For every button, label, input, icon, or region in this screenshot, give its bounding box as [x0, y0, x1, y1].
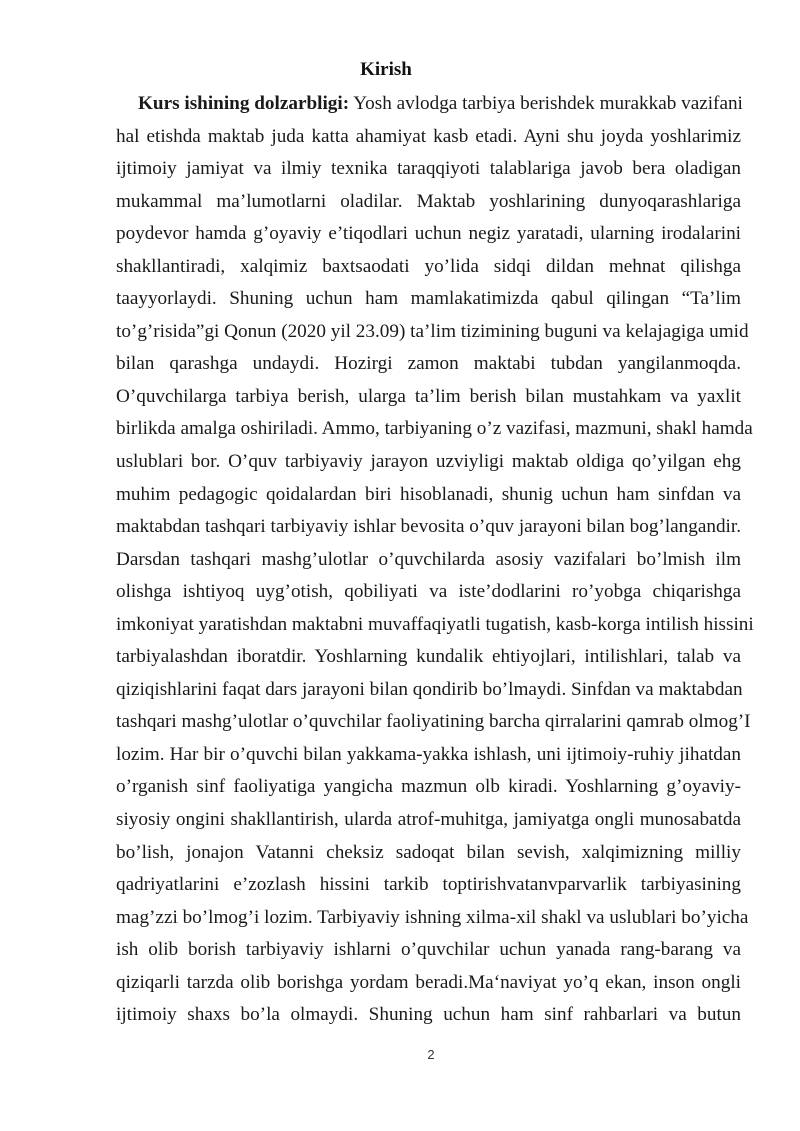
body-line: olishga ishtiyoq uyg’otish, qobiliyati va iste’dodlarini ro’yobga chiqarishga — [116, 581, 741, 603]
body-line: qadriyatlarini e’zozlash hissini tarkib toptirishvatanvparvarlik tarbiyasining — [116, 874, 741, 896]
page-number: 2 — [427, 1047, 435, 1062]
body-line: siyosiy ongini shakllantirish, ularda atrof-muhitga, jamiyatga ongli munosabatda — [116, 809, 741, 831]
body-line: birlikda amalga oshiriladi. Ammo, tarbiyaning o’z vazifasi, mazmuni, shakl hamda — [116, 418, 753, 440]
body-line: Darsdan tashqari mashg’ulotlar o’quvchilarda asosiy vazifalari bo’lmish ilm — [116, 548, 741, 570]
body-line: ijtimoiy jamiyat va ilmiy texnika taraqqiyoti talablariga javob bera oladigan — [116, 158, 741, 180]
body-line: taayyorlaydi. Shuning uchun ham mamlakatimizda qabul qilingan “Ta’lim — [116, 288, 741, 310]
body-line: ish olib borish tarbiyaviy ishlarni o’quvchilar uchun yanada rang-barang va — [116, 939, 741, 961]
body-line: ijtimoiy shaxs bo’la olmaydi. Shuning uchun ham sinf rahbarlari va butun — [116, 1004, 741, 1026]
body-line: mag’zzi bo’lmog’i lozim. Tarbiyaviy ishning xilma-xil shakl va uslublari bo’yicha — [116, 906, 749, 928]
body-line: maktabdan tashqari tarbiyaviy ishlar bevosita o’quv jarayoni bilan bog’langandir. — [116, 516, 742, 538]
section-title: Kirish — [360, 59, 412, 80]
body-line: muhim pedagogic qoidalardan biri hisoblanadi, shunig uchun ham sinfdan va — [116, 483, 741, 505]
body-line: poydevor hamda g’oyaviy e’tiqodlari uchun negiz yaratadi, ularning irodalarini — [116, 223, 741, 245]
body-line: bo’lish, jonajon Vatanni cheksiz sadoqat bilan sevish, xalqimizning milliy — [116, 841, 741, 863]
body-line: hal etishda maktab juda katta ahamiyat kasb etadi. Ayni shu joyda yoshlarimiz — [116, 125, 741, 147]
body-line: mukammal ma’lumotlarni oladilar. Maktab yoshlarining dunyoqarashlariga — [116, 190, 741, 212]
body-line: shakllantiradi, xalqimiz baxtsaodati yo’lida sidqi dildan mehnat qilishga — [116, 255, 741, 277]
paragraph-lead: Kurs ishining dolzarbligi: — [138, 93, 350, 114]
body-line: imkoniyat yaratishdan maktabni muvaffaqiyatli tugatish, kasb-korga intilish hissini — [116, 613, 754, 635]
body-line: qiziqishlarini faqat dars jarayoni bilan qondirib bo’lmaydi. Sinfdan va maktabdan — [116, 678, 743, 700]
body-line: uslublari bor. O’quv tarbiyaviy jarayon uzviyligi maktab oldiga qo’yilgan ehg — [116, 451, 741, 473]
body-line: O’quvchilarga tarbiya berish, ularga ta’lim berish bilan mustahkam va yaxlit — [116, 385, 741, 407]
body-line: qiziqarli tarzda olib borishga yordam beradi.Ma‘naviyat yo’q ekan, inson ongli — [116, 971, 741, 993]
body-line-text: Yosh avlodga tarbiya berishdek murakkab vazifani — [349, 93, 743, 114]
body-line — [116, 88, 741, 121]
body-line: tarbiyalashdan iboratdir. Yoshlarning kundalik ehtiyojlari, intilishlari, talab va — [116, 646, 741, 668]
body-line: to’g’risida”gi Qonun (2020 yil 23.09) ta’lim tizimining buguni va kelajagiga umid — [116, 320, 749, 342]
body-line: o’rganish sinf faoliyatiga yangicha mazmun olb kiradi. Yoshlarning g’oyaviy- — [116, 776, 741, 798]
body-line: tashqari mashg’ulotlar o’quvchilar faoliyatining barcha qirralarini qamrab olmog’I — [116, 711, 751, 733]
body-line: lozim. Har bir o’quvchi bilan yakkama-yakka ishlash, uni ijtimoiy-ruhiy jihatdan — [116, 743, 741, 765]
body-line: bilan qarashga undaydi. Hozirgi zamon maktabi tubdan yangilanmoqda. — [116, 353, 741, 375]
body-text — [116, 88, 754, 1032]
